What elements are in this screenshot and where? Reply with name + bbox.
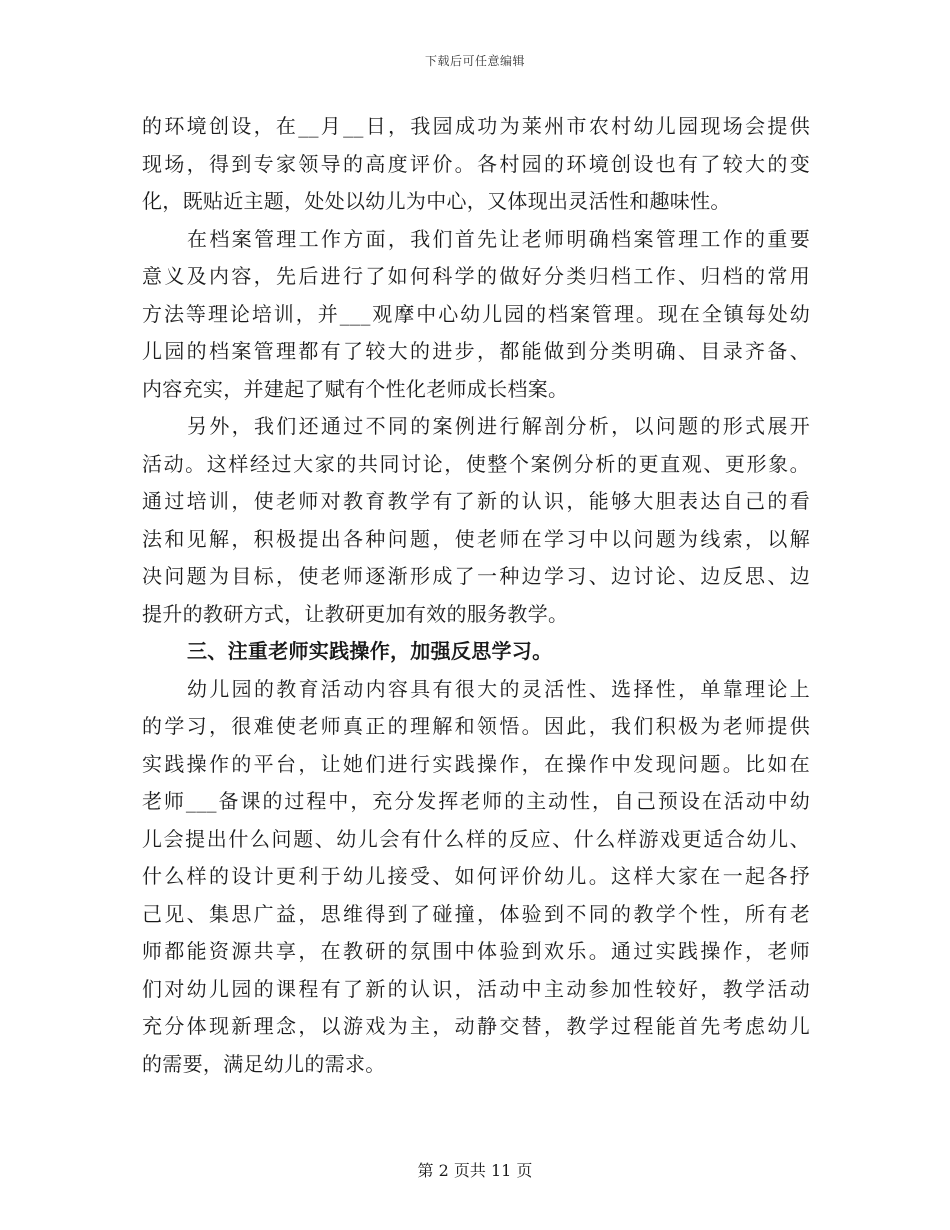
text-line: 意义及内容，先后进行了如何科学的做好分类归档工作、归档的常用 (142, 264, 810, 288)
text-line: 的学习，很难使老师真正的理解和领悟。因此，我们积极为老师提供 (142, 714, 810, 738)
text-line: 的需要，满足幼儿的需求。 (142, 1051, 386, 1076)
text-line: 老师___备课的过程中，充分发挥老师的主动性，自己预设在活动中幼 (142, 789, 810, 813)
text-line: 的环境创设，在__月__日，我园成功为莱州市农村幼儿园现场会提供 (142, 114, 810, 138)
text-line: 通过培训，使老师对教育教学有了新的认识，能够大胆表达自己的看 (142, 489, 810, 513)
text-line: 活动。这样经过大家的共同讨论，使整个案例分析的更直观、更形象。 (142, 451, 810, 476)
section-heading: 三、注重老师实践操作，加强反思学习。 (187, 639, 553, 663)
text-line: 们对幼儿园的课程有了新的认识，活动中主动参加性较好，教学活动 (142, 976, 810, 1001)
page-footer: 第 2 页共 11 页 (417, 1161, 533, 1180)
document-body (142, 108, 810, 1083)
text-line: 另外，我们还通过不同的案例进行解剖分析，以问题的形式展开 (187, 414, 810, 438)
text-line: 幼儿园的教育活动内容具有很大的灵活性、选择性，单靠理论上 (187, 676, 810, 701)
text-line: 师都能资源共享，在教研的氛围中体验到欢乐。通过实践操作，老师 (142, 939, 810, 963)
text-line: 儿园的档案管理都有了较大的进步，都能做到分类明确、目录齐备、 (142, 339, 810, 363)
text-line: 提升的教研方式，让教研更加有效的服务教学。 (142, 601, 569, 626)
text-line: 法和见解，积极提出各种问题，使老师在学习中以问题为线索，以解 (142, 526, 810, 551)
text-line: 方法等理论培训，并___观摩中心幼儿园的档案管理。现在全镇每处幼 (142, 301, 810, 326)
text-line: 实践操作的平台，让她们进行实践操作，在操作中发现问题。比如在 (142, 751, 810, 776)
text-line: 在档案管理工作方面，我们首先让老师明确档案管理工作的重要 (187, 226, 810, 251)
text-line: 充分体现新理念，以游戏为主，动静交替，教学过程能首先考虑幼儿 (142, 1014, 810, 1038)
text-line: 儿会提出什么问题、幼儿会有什么样的反应、什么样游戏更适合幼儿、 (142, 826, 810, 851)
text-line: 现场，得到专家领导的高度评价。各村园的环境创设也有了较大的变 (142, 151, 810, 176)
page-header: 下载后可任意编辑 (424, 54, 525, 68)
text-line: 决问题为目标，使老师逐渐形成了一种边学习、边讨论、边反思、边 (142, 564, 810, 588)
text-line: 化，既贴近主题，处处以幼儿为中心，又体现出灵活性和趣味性。 (142, 189, 731, 213)
text-line: 内容充实，并建起了赋有个性化老师成长档案。 (142, 376, 569, 401)
text-line: 己见、集思广益，思维得到了碰撞，体验到不同的教学个性，所有老 (142, 901, 810, 926)
text-line: 什么样的设计更利于幼儿接受、如何评价幼儿。这样大家在一起各抒 (142, 864, 810, 888)
